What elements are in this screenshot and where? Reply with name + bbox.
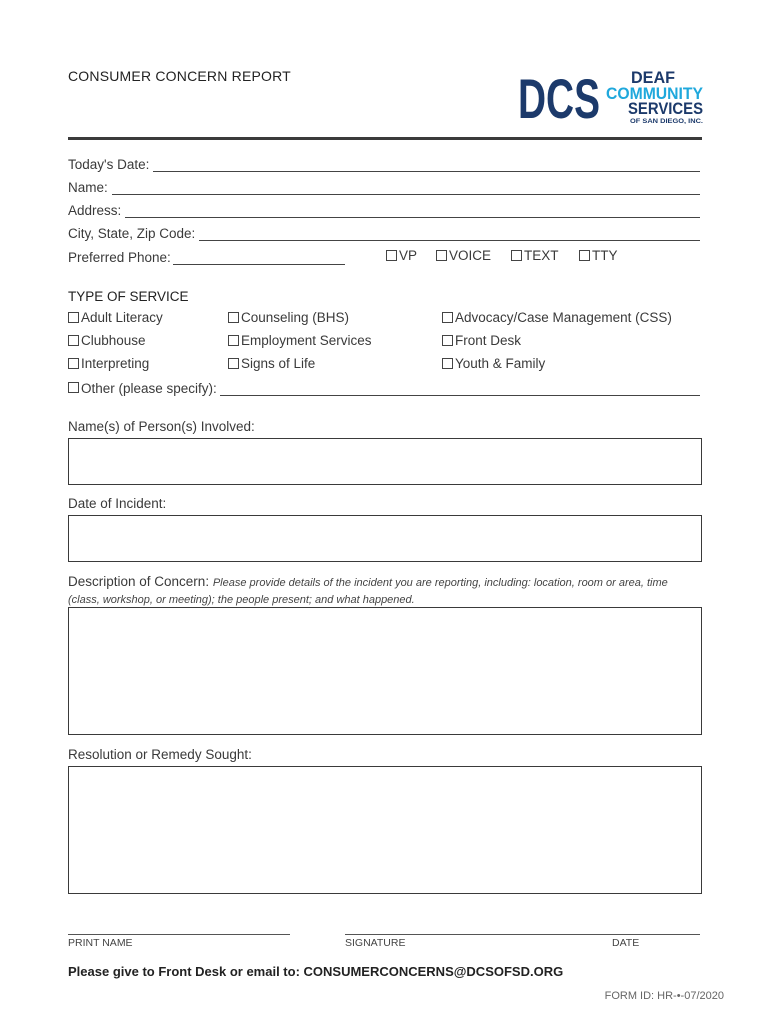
todays-date-label: Today's Date:	[68, 157, 150, 172]
phone-option-tty[interactable]	[579, 248, 618, 263]
service-label: Front Desk	[455, 333, 522, 348]
checkbox[interactable]	[442, 358, 453, 369]
resolution-input-box[interactable]	[68, 766, 702, 894]
description-label: Description of Concern:	[68, 574, 210, 589]
todays-date-field[interactable]	[68, 154, 700, 172]
date-label: DATE	[612, 937, 640, 949]
service-label: Interpreting	[81, 356, 150, 371]
address-field[interactable]	[68, 200, 700, 218]
logo-line2: COMMUNITY	[606, 84, 704, 103]
service-advocacy[interactable]	[442, 310, 672, 325]
form-title: CONSUMER CONCERN REPORT	[68, 68, 291, 84]
service-other-line[interactable]	[220, 383, 700, 396]
service-front-desk[interactable]	[442, 333, 521, 348]
description-input-box[interactable]	[68, 607, 702, 735]
city-state-zip-line[interactable]	[199, 228, 700, 241]
persons-label: Name(s) of Person(s) Involved:	[68, 419, 255, 434]
submission-note: Please give to Front Desk or email to: CONSUMERCONCERNS@DCSOFSD.ORG	[68, 964, 564, 979]
service-label: Employment Services	[241, 333, 372, 348]
address-label: Address:	[68, 203, 122, 218]
city-state-zip-label: City, State, Zip Code:	[68, 226, 196, 241]
service-label: Counseling (BHS)	[241, 310, 350, 325]
description-hint: Please provide details of the incident you are reporting, including: location, room or area, time (class, workshop, or meeting); the people present; and what happened.	[68, 577, 668, 606]
service-heading: TYPE OF SERVICE	[68, 289, 189, 304]
phone-option-vp[interactable]	[386, 248, 417, 263]
service-signs-of-life[interactable]	[228, 356, 315, 371]
service-other-field[interactable]	[68, 378, 700, 396]
todays-date-line[interactable]	[153, 159, 700, 172]
name-label: Name:	[68, 180, 108, 195]
checkbox[interactable]	[68, 382, 79, 393]
preferred-phone-field[interactable]	[68, 247, 345, 265]
checkbox[interactable]	[228, 358, 239, 369]
header-rule	[68, 137, 702, 140]
service-label: Youth & Family	[455, 356, 546, 371]
date-incident-input-box[interactable]	[68, 515, 702, 562]
service-adult-literacy[interactable]	[68, 310, 163, 325]
service-other-label: Other (please specify):	[81, 381, 217, 396]
signature-line[interactable]	[345, 934, 700, 935]
checkbox[interactable]	[579, 250, 590, 261]
name-field[interactable]	[68, 177, 700, 195]
service-label: Advocacy/Case Management (CSS)	[455, 310, 672, 325]
preferred-phone-line[interactable]	[173, 252, 345, 265]
checkbox[interactable]	[228, 312, 239, 323]
service-clubhouse[interactable]	[68, 333, 146, 348]
persons-input-box[interactable]	[68, 438, 702, 485]
checkbox[interactable]	[386, 250, 397, 261]
service-label: Signs of Life	[241, 356, 316, 371]
address-line[interactable]	[125, 205, 700, 218]
description-heading	[68, 574, 702, 608]
logo-line3: SERVICES	[628, 99, 703, 118]
checkbox[interactable]	[68, 335, 79, 346]
checkbox[interactable]	[442, 335, 453, 346]
service-interpreting[interactable]	[68, 356, 149, 371]
service-employment[interactable]	[228, 333, 372, 348]
phone-option-label: VOICE	[449, 248, 492, 263]
form-id: FORM ID: HR-•-07/2020	[604, 990, 724, 1002]
logo-line1: DEAF	[631, 68, 675, 87]
phone-option-label: VP	[399, 248, 418, 263]
preferred-phone-label: Preferred Phone:	[68, 250, 171, 265]
service-label: Clubhouse	[81, 333, 146, 348]
phone-option-text[interactable]	[511, 248, 559, 263]
checkbox[interactable]	[442, 312, 453, 323]
checkbox[interactable]	[511, 250, 522, 261]
print-name-label: PRINT NAME	[68, 937, 133, 949]
checkbox[interactable]	[228, 335, 239, 346]
checkbox[interactable]	[68, 358, 79, 369]
service-label: Adult Literacy	[81, 310, 163, 325]
phone-option-voice[interactable]	[436, 248, 491, 263]
city-state-zip-field[interactable]	[68, 223, 700, 241]
name-line[interactable]	[112, 182, 700, 195]
service-counseling[interactable]	[228, 310, 349, 325]
logo-line4: OF SAN DIEGO, INC.	[630, 119, 704, 125]
signature-label: SIGNATURE	[345, 937, 406, 949]
phone-option-label: TTY	[592, 248, 618, 263]
phone-option-label: TEXT	[524, 248, 559, 263]
print-name-line[interactable]	[68, 934, 290, 935]
date-incident-label: Date of Incident:	[68, 496, 167, 511]
checkbox[interactable]	[436, 250, 447, 261]
service-youth-family[interactable]	[442, 356, 545, 371]
resolution-label: Resolution or Remedy Sought:	[68, 747, 252, 762]
logo-mark: DCS	[518, 67, 600, 126]
checkbox[interactable]	[68, 312, 79, 323]
dcs-logo	[518, 66, 708, 126]
